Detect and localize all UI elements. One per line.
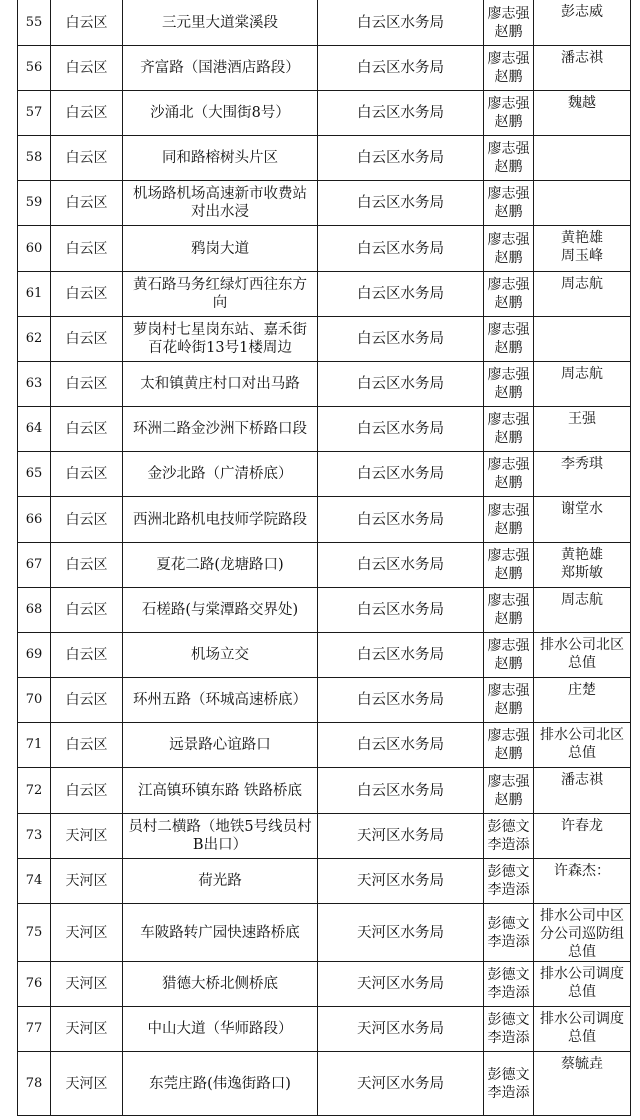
leader-cell: [484, 768, 534, 814]
agency-cell: 白云区水务局: [318, 768, 484, 814]
leader-cell: [484, 181, 534, 226]
leader-cell: [484, 272, 534, 317]
agency-cell: 白云区水务局: [318, 226, 484, 272]
row-number-cell: 69: [18, 633, 51, 678]
onsite-staff-line: 总值: [568, 944, 596, 960]
location-cell: [123, 452, 318, 497]
location-line: B出口）: [192, 837, 248, 853]
leader-name: 赵鹏: [494, 520, 523, 537]
location-cell: [123, 962, 318, 1007]
row-number-cell: 65: [18, 452, 51, 497]
table-row: [18, 226, 631, 272]
onsite-staff-line: 许森杰：: [554, 863, 610, 879]
leader-name: 赵鹏: [494, 611, 523, 627]
table-row: [18, 678, 631, 723]
onsite-staff-cell: [534, 633, 631, 678]
table-row: [18, 723, 631, 768]
onsite-staff-cell: [534, 859, 631, 904]
leader-name: 赵鹏: [494, 701, 523, 717]
location-cell: [123, 46, 318, 91]
leader-name: 廖志强: [487, 457, 530, 473]
row-number-cell: 62: [18, 317, 51, 362]
location-cell: [123, 0, 318, 46]
row-number-cell: 61: [18, 272, 51, 317]
leader-name: 赵鹏: [494, 114, 523, 130]
leader-cell: [484, 91, 534, 136]
leader-name: 廖志强: [487, 683, 530, 699]
leader-name: 赵鹏: [494, 475, 523, 491]
leader-name: 赵鹏: [494, 656, 523, 672]
onsite-staff-line: 周玉峰: [561, 248, 603, 264]
leader-name: 廖志强: [487, 502, 530, 519]
onsite-staff-line: 总值: [568, 655, 596, 671]
table-row: [18, 0, 631, 46]
row-number-cell: 55: [18, 0, 51, 46]
onsite-staff-cell: [534, 226, 631, 272]
table-row: [18, 362, 631, 407]
leader-cell: [484, 226, 534, 272]
location-cell: [123, 181, 318, 226]
agency-cell: 白云区水务局: [318, 452, 484, 497]
table-row: [18, 181, 631, 226]
table-row: [18, 91, 631, 136]
leader-name: 彭德文: [487, 819, 530, 835]
leader-name: 廖志强: [487, 96, 530, 112]
onsite-staff-line: 排水公司北区: [540, 637, 624, 653]
district-cell: 白云区: [51, 272, 123, 317]
onsite-staff-line: 魏越: [568, 95, 596, 111]
row-number-cell: 73: [18, 814, 51, 859]
location-cell: [123, 497, 318, 543]
row-number-cell: 74: [18, 859, 51, 904]
leader-name: 廖志强: [487, 593, 530, 609]
leader-name: 廖志强: [487, 548, 530, 564]
agency-cell: 天河区水务局: [318, 904, 484, 962]
onsite-staff-line: 周志航: [561, 276, 603, 292]
onsite-staff-line: 周志航: [561, 592, 603, 608]
location-line: 鸦岗大道: [191, 240, 249, 257]
table-row: [18, 272, 631, 317]
leader-cell: [484, 633, 534, 678]
district-cell: 白云区: [51, 0, 123, 46]
table-row: [18, 814, 631, 859]
leader-name: 赵鹏: [494, 69, 523, 85]
row-number-cell: 75: [18, 904, 51, 962]
leader-name: 廖志强: [487, 141, 530, 157]
agency-cell: 白云区水务局: [318, 46, 484, 91]
onsite-staff-cell: [534, 497, 631, 543]
table-row: [18, 407, 631, 452]
location-line: 东莞庄路(伟逸街路口): [149, 1075, 291, 1092]
agency-cell: 白云区水务局: [318, 91, 484, 136]
location-cell: [123, 723, 318, 768]
location-cell: [123, 407, 318, 452]
leader-cell: [484, 588, 534, 633]
district-cell: 天河区: [51, 962, 123, 1007]
leader-name: 赵鹏: [494, 295, 523, 311]
location-cell: [123, 272, 318, 317]
table-row: [18, 904, 631, 962]
location-cell: [123, 633, 318, 678]
table-row: [18, 497, 631, 543]
district-cell: 天河区: [51, 1007, 123, 1052]
location-line: 黄石路马务红绿灯西往东方: [133, 277, 307, 293]
row-number-cell: 76: [18, 962, 51, 1007]
leader-name: 彭德文: [487, 1012, 530, 1028]
table-row: [18, 543, 631, 588]
row-number-cell: 72: [18, 768, 51, 814]
leader-cell: [484, 1007, 534, 1052]
leader-name: 李造添: [487, 882, 530, 898]
location-line: 齐富路（国港酒店路段）: [140, 60, 300, 76]
onsite-staff-line: 王强: [568, 411, 596, 427]
leader-cell: [484, 814, 534, 859]
onsite-staff-line: 排水公司调度: [540, 966, 624, 982]
onsite-staff-cell: [534, 46, 631, 91]
onsite-staff-cell: [534, 814, 631, 859]
onsite-staff-line: 黄艳雄: [561, 547, 603, 563]
location-line: 百花岭街13号1楼周边: [148, 340, 292, 356]
onsite-staff-line: 总值: [568, 984, 596, 1000]
onsite-staff-line: 排水公司北区: [540, 727, 624, 743]
agency-cell: 白云区水务局: [318, 588, 484, 633]
onsite-staff-cell: [534, 272, 631, 317]
leader-name: 赵鹏: [494, 340, 523, 356]
location-cell: [123, 1052, 318, 1116]
leader-name: 赵鹏: [494, 385, 523, 401]
district-cell: 白云区: [51, 317, 123, 362]
leader-name: 廖志强: [487, 277, 530, 293]
location-cell: [123, 814, 318, 859]
leader-cell: [484, 407, 534, 452]
agency-cell: 天河区水务局: [318, 1052, 484, 1116]
row-number-cell: 58: [18, 136, 51, 181]
leader-cell: [484, 678, 534, 723]
onsite-staff-cell: [534, 768, 631, 814]
onsite-staff-line: 潘志祺: [561, 50, 603, 66]
agency-cell: 天河区水务局: [318, 859, 484, 904]
leader-name: 廖志强: [487, 186, 530, 202]
location-line: 车陂路转广园快速路桥底: [140, 924, 300, 941]
onsite-staff-line: 许春龙: [561, 818, 603, 834]
table-row: [18, 859, 631, 904]
location-cell: [123, 362, 318, 407]
onsite-staff-line: 李秀琪: [561, 456, 603, 472]
district-cell: 白云区: [51, 226, 123, 272]
table-row: [18, 588, 631, 633]
leader-cell: [484, 904, 534, 962]
location-cell: [123, 678, 318, 723]
location-cell: [123, 588, 318, 633]
onsite-staff-line: 分公司巡防组: [540, 926, 624, 942]
table-row: [18, 1052, 631, 1116]
leader-name: 彭德文: [487, 864, 530, 880]
leader-name: 彭德文: [487, 967, 530, 983]
leader-name: 廖志强: [487, 5, 530, 22]
location-line: 同和路榕树头片区: [162, 150, 278, 166]
district-cell: 白云区: [51, 181, 123, 226]
leader-name: 赵鹏: [494, 249, 523, 266]
leader-cell: [484, 962, 534, 1007]
location-line: 金沙北路（广清桥底）: [147, 466, 293, 482]
location-line: 荷光路: [198, 873, 242, 889]
onsite-staff-cell: [534, 678, 631, 723]
duty-table-body: [18, 0, 631, 1116]
row-number-cell: 70: [18, 678, 51, 723]
table-row: [18, 317, 631, 362]
location-line: 石槎路(与棠潭路交界处): [141, 602, 299, 618]
leader-name: 赵鹏: [494, 204, 523, 220]
onsite-staff-line: 总值: [568, 1029, 596, 1045]
location-line: 远景路心谊路口: [169, 737, 271, 753]
district-cell: 白云区: [51, 362, 123, 407]
onsite-staff-line: 总值: [568, 745, 596, 761]
row-number-cell: 59: [18, 181, 51, 226]
onsite-staff-cell: [534, 407, 631, 452]
leader-name: 彭德文: [487, 915, 530, 932]
location-line: 猎德大桥北侧桥底: [162, 976, 278, 992]
agency-cell: 白云区水务局: [318, 362, 484, 407]
location-cell: [123, 91, 318, 136]
onsite-staff-cell: [534, 317, 631, 362]
location-line: 机场立交: [191, 647, 249, 663]
leader-cell: [484, 46, 534, 91]
location-line: 环洲二路金沙洲下桥路口段: [133, 421, 307, 437]
agency-cell: 白云区水务局: [318, 272, 484, 317]
leader-name: 廖志强: [487, 322, 530, 338]
leader-name: 赵鹏: [494, 746, 523, 762]
leader-cell: [484, 452, 534, 497]
leader-name: 李造添: [487, 1030, 530, 1046]
leader-name: 廖志强: [487, 51, 530, 67]
onsite-staff-cell: [534, 588, 631, 633]
location-cell: [123, 1007, 318, 1052]
onsite-staff-line: 谢堂水: [561, 501, 603, 517]
leader-name: 赵鹏: [494, 23, 523, 40]
agency-cell: 白云区水务局: [318, 633, 484, 678]
leader-name: 廖志强: [487, 367, 530, 383]
onsite-staff-cell: [534, 0, 631, 46]
onsite-staff-cell: [534, 904, 631, 962]
agency-cell: 天河区水务局: [318, 1007, 484, 1052]
location-cell: [123, 768, 318, 814]
agency-cell: 白云区水务局: [318, 317, 484, 362]
table-row: [18, 633, 631, 678]
onsite-staff-line: 庄楚: [568, 682, 596, 698]
agency-cell: 白云区水务局: [318, 407, 484, 452]
agency-cell: 白云区水务局: [318, 678, 484, 723]
district-cell: 白云区: [51, 407, 123, 452]
leader-name: 赵鹏: [494, 566, 523, 582]
agency-cell: 白云区水务局: [318, 543, 484, 588]
row-number-cell: 78: [18, 1052, 51, 1116]
leader-name: 廖志强: [487, 412, 530, 428]
onsite-staff-line: 周志航: [561, 366, 603, 382]
leader-cell: [484, 0, 534, 46]
leader-name: 彭德文: [487, 1066, 530, 1083]
district-cell: 天河区: [51, 904, 123, 962]
location-line: 西洲北路机电技师学院路段: [133, 511, 307, 528]
district-cell: 天河区: [51, 1052, 123, 1116]
leader-name: 廖志强: [487, 638, 530, 654]
location-line: 萝岗村七星岗东站、嘉禾街: [133, 322, 307, 338]
onsite-staff-line: 排水公司中区: [540, 908, 624, 924]
agency-cell: 白云区水务局: [318, 181, 484, 226]
leader-name: 赵鹏: [494, 430, 523, 446]
district-cell: 天河区: [51, 859, 123, 904]
district-cell: 白云区: [51, 543, 123, 588]
onsite-staff-line: 排水公司调度: [540, 1011, 624, 1027]
district-cell: 白云区: [51, 136, 123, 181]
location-line: 三元里大道棠溪段: [162, 14, 278, 31]
agency-cell: 白云区水务局: [318, 0, 484, 46]
district-cell: 白云区: [51, 46, 123, 91]
leader-cell: [484, 317, 534, 362]
district-cell: 白云区: [51, 633, 123, 678]
row-number-cell: 63: [18, 362, 51, 407]
agency-cell: 白云区水务局: [318, 723, 484, 768]
leader-cell: [484, 497, 534, 543]
location-line: 沙涌北（大围街8号）: [150, 105, 290, 121]
location-cell: [123, 317, 318, 362]
onsite-staff-cell: [534, 91, 631, 136]
leader-name: 赵鹏: [494, 791, 523, 808]
leader-name: 李造添: [487, 837, 530, 853]
location-line: 夏花二路(龙塘路口): [156, 557, 284, 573]
onsite-staff-cell: [534, 962, 631, 1007]
table-row: [18, 1007, 631, 1052]
agency-cell: 天河区水务局: [318, 814, 484, 859]
district-cell: 白云区: [51, 91, 123, 136]
onsite-staff-cell: [534, 1007, 631, 1052]
location-line: 机场路机场高速新市收费站: [133, 186, 307, 202]
onsite-staff-cell: [534, 136, 631, 181]
table-row: [18, 46, 631, 91]
onsite-staff-cell: [534, 181, 631, 226]
location-cell: [123, 543, 318, 588]
leader-name: 廖志强: [487, 728, 530, 744]
table-row: [18, 768, 631, 814]
agency-cell: 天河区水务局: [318, 962, 484, 1007]
duty-table: [17, 0, 631, 1116]
onsite-staff-line: 彭志威: [561, 4, 603, 20]
district-cell: 白云区: [51, 723, 123, 768]
row-number-cell: 57: [18, 91, 51, 136]
onsite-staff-cell: [534, 543, 631, 588]
onsite-staff-line: 潘志祺: [561, 772, 603, 788]
row-number-cell: 71: [18, 723, 51, 768]
location-line: 江高镇环镇东路 铁路桥底: [137, 782, 303, 799]
district-cell: 白云区: [51, 678, 123, 723]
district-cell: 白云区: [51, 588, 123, 633]
district-cell: 白云区: [51, 768, 123, 814]
leader-cell: [484, 136, 534, 181]
table-row: [18, 962, 631, 1007]
onsite-staff-cell: [534, 362, 631, 407]
agency-cell: 白云区水务局: [318, 497, 484, 543]
row-number-cell: 66: [18, 497, 51, 543]
location-line: 员村二横路（地铁5号线员村: [128, 819, 312, 835]
onsite-staff-cell: [534, 452, 631, 497]
location-line: 环州五路（环城高速桥底）: [133, 692, 307, 708]
leader-name: 李造添: [487, 933, 530, 950]
location-line: 中山大道（华师路段）: [147, 1021, 293, 1037]
district-cell: 白云区: [51, 497, 123, 543]
location-cell: [123, 136, 318, 181]
leader-name: 廖志强: [487, 773, 530, 790]
row-number-cell: 64: [18, 407, 51, 452]
row-number-cell: 56: [18, 46, 51, 91]
location-line: 向: [212, 295, 228, 311]
location-cell: [123, 226, 318, 272]
leader-cell: [484, 362, 534, 407]
row-number-cell: 60: [18, 226, 51, 272]
leader-name: 赵鹏: [494, 159, 523, 175]
leader-cell: [484, 1052, 534, 1116]
location-cell: [123, 859, 318, 904]
leader-cell: [484, 543, 534, 588]
leader-name: 廖志强: [487, 231, 530, 248]
row-number-cell: 68: [18, 588, 51, 633]
table-row: [18, 452, 631, 497]
district-cell: 白云区: [51, 452, 123, 497]
district-cell: 天河区: [51, 814, 123, 859]
onsite-staff-line: 郑斯敏: [561, 565, 603, 581]
leader-name: 李造添: [487, 1084, 530, 1101]
location-cell: [123, 904, 318, 962]
onsite-staff-cell: [534, 723, 631, 768]
onsite-staff-cell: [534, 1052, 631, 1116]
location-line: 对出水浸: [191, 204, 249, 220]
row-number-cell: 77: [18, 1007, 51, 1052]
onsite-staff-line: 黄艳雄: [561, 230, 603, 246]
row-number-cell: 67: [18, 543, 51, 588]
leader-cell: [484, 723, 534, 768]
leader-name: 李造添: [487, 985, 530, 1001]
table-row: [18, 136, 631, 181]
location-line: 太和镇黄庄村口对出马路: [140, 376, 300, 392]
leader-cell: [484, 859, 534, 904]
agency-cell: 白云区水务局: [318, 136, 484, 181]
onsite-staff-line: 蔡毓垚: [561, 1056, 603, 1072]
